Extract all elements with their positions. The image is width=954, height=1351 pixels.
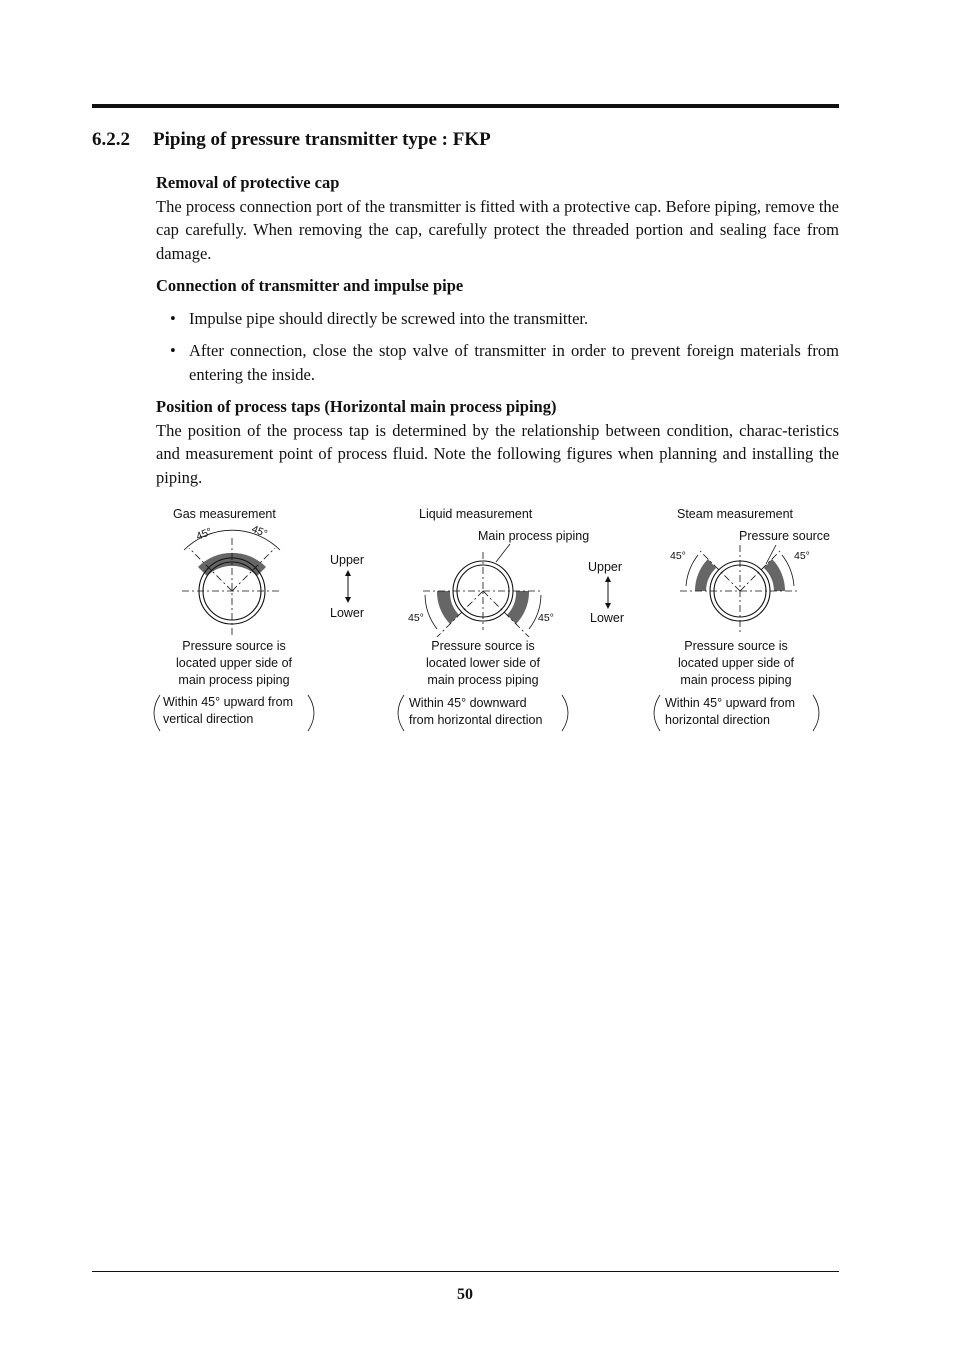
section-heading xyxy=(92,129,491,151)
gas-desc-3: main process piping xyxy=(178,673,290,687)
gas-angle-right: 45° xyxy=(249,523,270,541)
bottom-rule xyxy=(92,1271,839,1272)
gas-title: Gas measurement xyxy=(173,507,276,521)
connection-heading-block xyxy=(156,274,839,298)
liquid-note-2: from horizontal direction xyxy=(409,713,543,727)
bullet-symbol: • xyxy=(170,341,176,360)
gas-desc-1: Pressure source is xyxy=(182,639,286,653)
steam-angle-left: 45° xyxy=(670,550,686,562)
liquid-angle-left: 45° xyxy=(408,612,424,624)
steam-tap-zone-right xyxy=(764,559,785,591)
liquid-desc-1: Pressure source is xyxy=(431,639,535,653)
lower-label: Lower xyxy=(330,606,365,620)
liquid-note-1: Within 45° downward xyxy=(409,696,527,710)
liquid-diagram xyxy=(398,507,589,731)
liquid-main-label: Main process piping xyxy=(478,529,590,543)
gas-note-2: vertical direction xyxy=(163,712,254,726)
bullet-item-1 xyxy=(170,307,839,331)
steam-desc-2: located upper side of xyxy=(677,656,795,670)
upper-label: Upper xyxy=(588,560,623,574)
section-title: Piping of pressure transmitter type : FKP xyxy=(153,129,491,150)
position-heading: Position of process taps (Horizontal main process piping) xyxy=(156,397,557,416)
bullet-text: After connection, close the stop valve of transmitter in order to prevent foreign materials from entering the inside. xyxy=(189,341,839,384)
liquid-desc-2: located lower side of xyxy=(426,656,540,670)
removal-block xyxy=(156,171,839,265)
section-number: 6.2.2 xyxy=(92,129,130,150)
liquid-title: Liquid measurement xyxy=(419,507,533,521)
bullet-text: Impulse pipe should directly be screwed into the transmitter. xyxy=(189,309,589,328)
connection-heading: Connection of transmitter and impulse pipe xyxy=(156,276,464,295)
liquid-desc-3: main process piping xyxy=(427,673,539,687)
bullet-item-2 xyxy=(170,339,839,386)
steam-note-1: Within 45° upward from xyxy=(665,696,796,710)
steam-source-label: Pressure source xyxy=(739,529,831,543)
steam-note-2: horizontal direction xyxy=(665,713,770,727)
steam-title: Steam measurement xyxy=(677,507,794,521)
removal-heading: Removal of protective cap xyxy=(156,173,340,192)
top-rule xyxy=(92,104,839,108)
gas-angle-left: 45° xyxy=(194,525,214,543)
removal-text: The process connection port of the transmitter is fitted with a protective cap. Before piping, remove the cap carefully. When removing the cap, carefully protect the threaded portion and sealing face from damage. xyxy=(156,196,839,263)
upper-label: Upper xyxy=(330,553,365,567)
liquid-tap-zone-left xyxy=(437,591,459,624)
steam-diagram xyxy=(654,507,830,731)
upper-lower-indicator-1 xyxy=(330,553,364,620)
position-text: The position of the process tap is determined by the relationship between condition, charac-teristics and measurement point of process fluid. Note the following figures when planning and installing the piping. xyxy=(156,420,839,487)
page-number: 50 xyxy=(457,1286,473,1303)
bullet-symbol: • xyxy=(170,309,176,328)
process-tap-figure xyxy=(140,500,860,745)
gas-desc-2: located upper side of xyxy=(175,656,293,670)
liquid-angle-right: 45° xyxy=(538,612,554,624)
gas-note-1: Within 45° upward from xyxy=(163,695,294,709)
upper-lower-indicator-2 xyxy=(588,560,624,625)
steam-desc-3: main process piping xyxy=(680,673,792,687)
steam-desc-1: Pressure source is xyxy=(684,639,788,653)
lower-label: Lower xyxy=(590,611,625,625)
position-block xyxy=(156,395,839,489)
liquid-tap-zone-right xyxy=(507,591,529,624)
gas-diagram xyxy=(154,507,314,731)
steam-angle-right: 45° xyxy=(794,550,810,562)
steam-tap-zone-left xyxy=(695,559,716,591)
